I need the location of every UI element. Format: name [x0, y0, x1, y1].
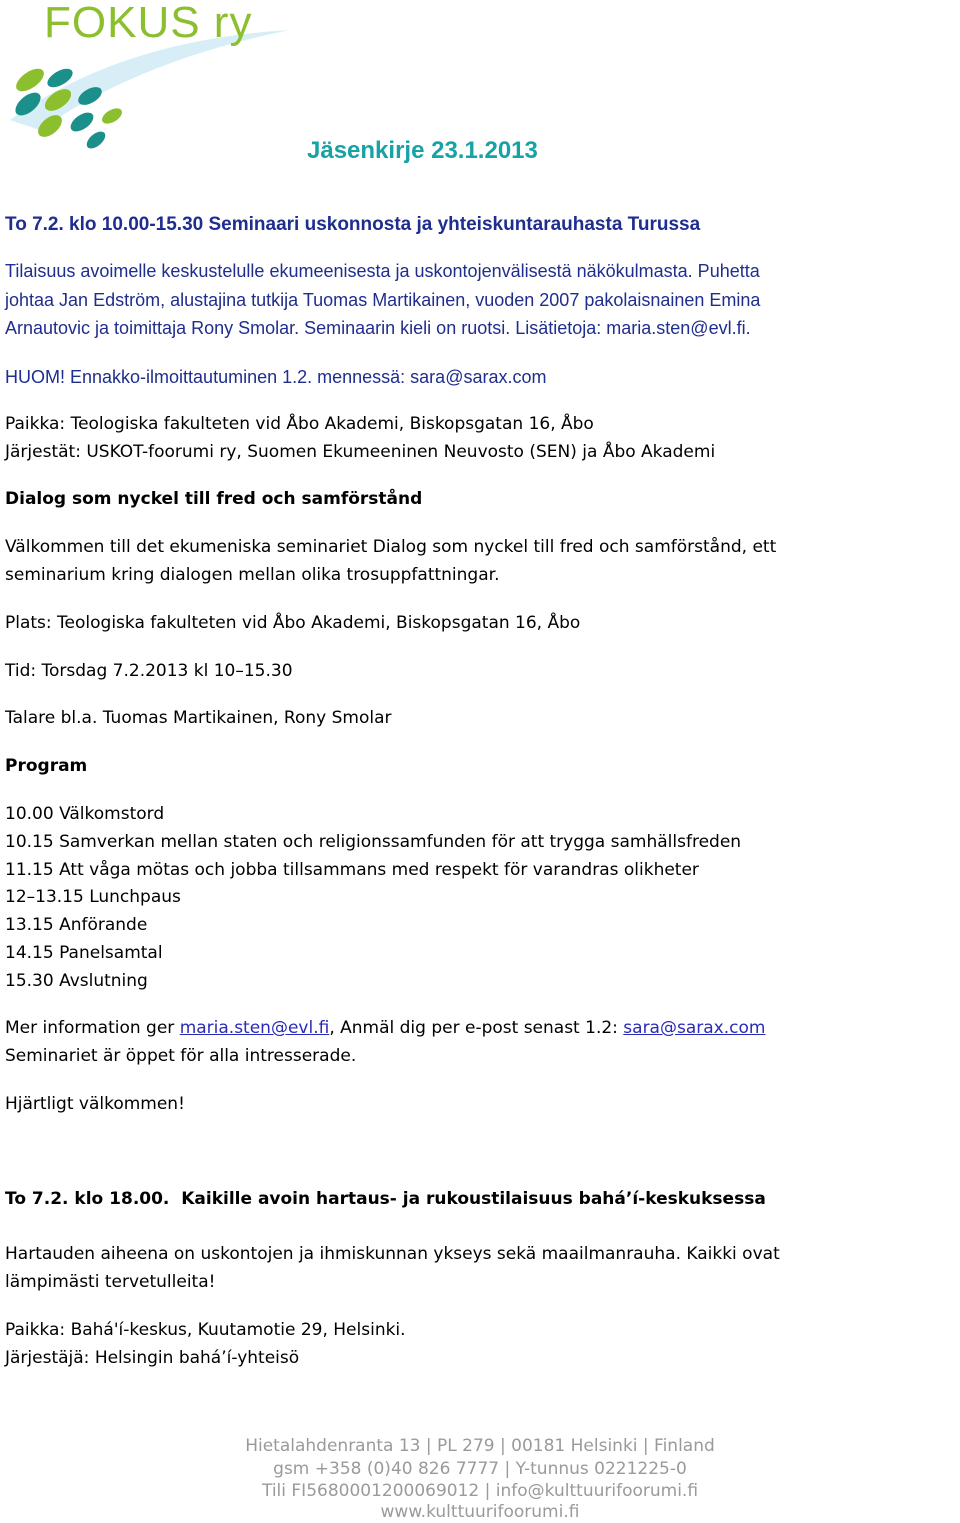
logo: [0, 0, 300, 150]
footer-line: www.kulttuurifoorumi.fi: [380, 1502, 580, 1522]
more-info-middle: , Anmäl dig per e-post senast 1.2:: [329, 1018, 624, 1038]
plats: Plats: Teologiska fakulteten vid Åbo Akademi, Biskopsgatan 16, Åbo: [5, 613, 581, 633]
welcome-line: seminarium kring dialogen mellan olika trosuppfattningar.: [5, 565, 500, 585]
program-item: 15.30 Avslutning: [5, 971, 148, 991]
event2-heading-date: To 7.2. klo 18.00.: [5, 1189, 170, 1209]
event1-organizer: Järjestät: USKOT-foorumi ry, Suomen Ekumeeninen Neuvosto (SEN) ja Åbo Akademi: [5, 442, 716, 462]
event1-intro-line: Tilaisuus avoimelle keskustelulle ekumeenisesta ja uskontojenvälisestä näkökulmasta. Puhetta: [5, 261, 760, 281]
program-item: 10.15 Samverkan mellan staten och religionssamfunden för att trygga samhällsfreden: [5, 832, 742, 852]
page-title: Jäsenkirje 23.1.2013: [307, 137, 538, 164]
event2-place: Paikka: Bahá'í-keskus, Kuutamotie 29, Helsinki.: [5, 1320, 406, 1340]
event1-intro-line: johtaa Jan Edström, alustajina tutkija Tuomas Martikainen, vuoden 2007 pakolaisnainen Emina: [5, 290, 761, 310]
program-item: 11.15 Att våga mötas och jobba tillsammans med respekt för varandras olikheter: [5, 860, 699, 880]
more-info-line: [5, 1018, 765, 1038]
event2-body-line: Hartauden aiheena on uskontojen ja ihmiskunnan ykseys sekä maailmanrauha. Kaikki ovat: [5, 1244, 780, 1264]
more-info-prefix: Mer information ger: [5, 1018, 180, 1038]
event2-heading: [5, 1189, 766, 1209]
event1-heading: To 7.2. klo 10.00-15.30 Seminaari uskonnosta ja yhteiskuntarauhasta Turussa: [5, 214, 701, 235]
event1-place: Paikka: Teologiska fakulteten vid Åbo Akademi, Biskopsgatan 16, Åbo: [5, 414, 594, 434]
registration-note: HUOM! Ennakko-ilmoittautuminen 1.2. mennessä: sara@sarax.com: [5, 367, 547, 387]
program-heading: Program: [5, 756, 88, 776]
footer-line: Tili FI5680001200069012 | info@kulttuurifoorumi.fi: [261, 1481, 699, 1501]
program-item: 10.00 Välkomstord: [5, 804, 165, 824]
program-item: 12–13.15 Lunchpaus: [5, 887, 181, 907]
event1-intro-line: Arnautovic ja toimittaja Rony Smolar. Seminaarin kieli on ruotsi. Lisätietoja: maria.sten@evl.fi.: [5, 318, 751, 338]
talare: Talare bl.a. Tuomas Martikainen, Rony Smolar: [5, 708, 392, 728]
tid: Tid: Torsdag 7.2.2013 kl 10–15.30: [5, 661, 293, 681]
event2-body-line: lämpimästi tervetulleita!: [5, 1272, 216, 1292]
logo-text: FOKUS ry: [44, 0, 253, 47]
footer-line: gsm +358 (0)40 826 7777 | Y-tunnus 0221225-0: [273, 1459, 687, 1479]
program-item: 13.15 Anförande: [5, 915, 148, 935]
event2-heading-title: Kaikille avoin hartaus- ja rukoustilaisuus bahá’í-keskuksessa: [181, 1189, 766, 1209]
email-link-maria[interactable]: maria.sten@evl.fi: [179, 1018, 330, 1038]
closing-line: Hjärtligt välkommen!: [5, 1094, 185, 1114]
footer-line: Hietalahdenranta 13 | PL 279 | 00181 Helsinki | Finland: [245, 1436, 715, 1456]
event2-organizer: Järjestäjä: Helsingin bahá’í-yhteisö: [5, 1348, 300, 1368]
open-note: Seminariet är öppet för alla intresserade.: [5, 1046, 357, 1066]
welcome-line: Välkommen till det ekumeniska seminariet Dialog som nyckel till fred och samförstånd, ett: [5, 537, 777, 557]
sv-heading: Dialog som nyckel till fred och samförstånd: [5, 489, 423, 509]
email-link-sara[interactable]: sara@sarax.com: [623, 1018, 766, 1038]
program-item: 14.15 Panelsamtal: [5, 943, 163, 963]
